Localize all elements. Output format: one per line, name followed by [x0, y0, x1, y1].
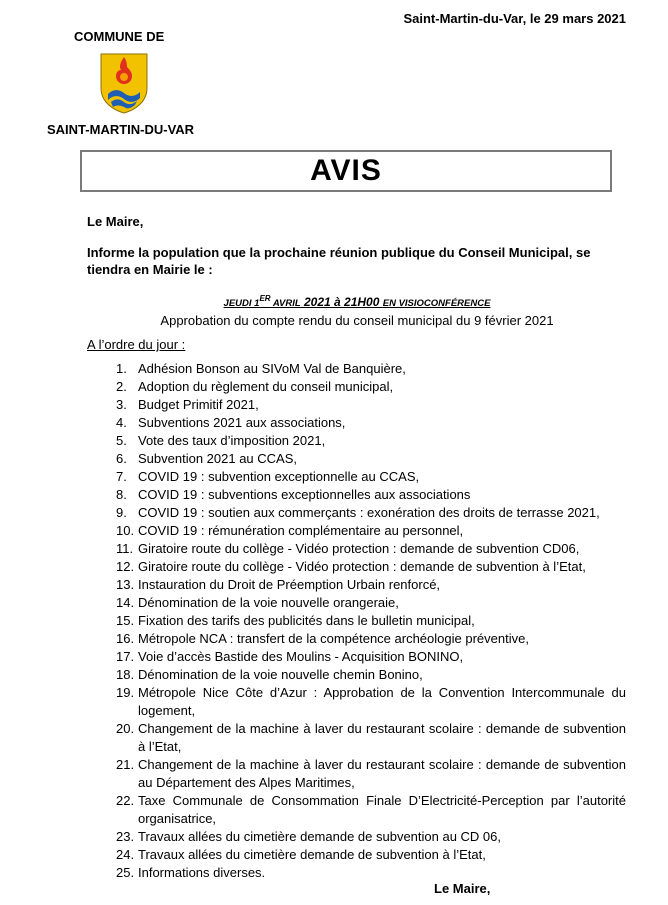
page-title: AVIS	[310, 154, 382, 187]
agenda-item-number: 18.	[116, 667, 135, 682]
agenda-item-number: 19.	[116, 685, 135, 700]
agenda-item-number: 6.	[116, 451, 127, 466]
agenda-item-number: 12.	[116, 559, 135, 574]
agenda-item	[116, 630, 626, 648]
agenda-item-number: 1.	[116, 361, 127, 376]
agenda-item-number: 14.	[116, 595, 135, 610]
agenda-item-number: 21.	[116, 757, 135, 772]
agenda-item	[116, 468, 626, 486]
agenda-item	[116, 846, 626, 864]
agenda-item	[116, 432, 626, 450]
agenda-item-number: 23.	[116, 829, 135, 844]
agenda-item-text: Informations diverses.	[138, 865, 266, 880]
agenda-item-number: 11.	[116, 541, 134, 556]
announcement-text: Informe la population que la prochaine réunion publique du Conseil Municipal, se tiendra en Mairie le :	[87, 245, 591, 277]
agenda-item-text: COVID 19 : soutien aux commerçants : exonération des droits de terrasse 2021,	[138, 505, 600, 520]
meeting-mode: EN VISIOCONFÉRENCE	[382, 298, 491, 309]
agenda-item-number: 4.	[116, 415, 127, 430]
agenda-item-number: 22.	[116, 793, 135, 808]
agenda-item-number: 20.	[116, 721, 135, 736]
approval-line: Approbation du compte rendu du conseil municipal du 9 février 2021	[160, 313, 554, 328]
agenda-item	[116, 504, 626, 522]
meeting-datetime	[87, 294, 627, 309]
agenda-item	[116, 828, 626, 846]
meeting-date-time: 2021 à 21H00	[300, 295, 383, 309]
agenda-item-number: 15.	[116, 613, 135, 628]
agenda-item-text: Giratoire route du collège - Vidéo protection : demande de subvention à l’Etat,	[138, 559, 586, 574]
agenda-item-number: 5.	[116, 433, 127, 448]
agenda-item-text: Dénomination de la voie nouvelle orangeraie,	[138, 595, 399, 610]
agenda-item	[116, 360, 626, 378]
agenda-item-text: Adoption du règlement du conseil municipal,	[138, 379, 394, 394]
agenda-item-text: Subvention 2021 au CCAS,	[138, 451, 297, 466]
agenda-item-text: Adhésion Bonson au SIVoM Val de Banquière,	[138, 361, 406, 376]
agenda-item-number: 13.	[116, 577, 135, 592]
agenda-item-text: COVID 19 : subvention exceptionnelle au CCAS,	[138, 469, 420, 484]
agenda-item	[116, 612, 626, 630]
agenda-item-number: 24.	[116, 847, 135, 862]
agenda-item	[116, 792, 626, 828]
agenda-item-number: 2.	[116, 379, 127, 394]
meeting-day-suffix: ER	[259, 294, 271, 303]
meeting-month: AVRIL	[270, 298, 301, 309]
agenda-item	[116, 756, 626, 792]
agenda-item-number: 25.	[116, 865, 135, 880]
agenda-item-text: Taxe Communale de Consommation Finale D’Electricité-Perception par l’autorité organisatrice,	[138, 793, 626, 826]
signature: Le Maire,	[434, 881, 491, 896]
agenda-item-text: Métropole NCA : transfert de la compétence archéologie préventive,	[138, 631, 529, 646]
agenda-item-number: 3.	[116, 397, 127, 412]
agenda-item	[116, 666, 626, 684]
agenda-item	[116, 558, 626, 576]
agenda-item-text: Travaux allées du cimetière demande de subvention à l’Etat,	[138, 847, 486, 862]
agenda-item-text: Voie d’accès Bastide des Moulins - Acquisition BONINO,	[138, 649, 464, 664]
commune-label: COMMUNE DE	[74, 29, 165, 44]
agenda-item-text: Vote des taux d’imposition 2021,	[138, 433, 326, 448]
agenda-item	[116, 576, 626, 594]
agenda-item	[116, 522, 626, 540]
agenda-item-number: 9.	[116, 505, 127, 520]
agenda-item-text: Travaux allées du cimetière demande de subvention au CD 06,	[138, 829, 502, 844]
agenda-item	[116, 684, 626, 720]
agenda-item	[116, 396, 626, 414]
agenda-item	[116, 648, 626, 666]
agenda-item-text: Giratoire route du collège - Vidéo protection : demande de subvention CD06,	[138, 541, 580, 556]
agenda-list	[116, 360, 626, 882]
agenda-item	[116, 414, 626, 432]
document-date: Saint-Martin-du-Var, le 29 mars 2021	[403, 11, 626, 26]
agenda-item	[116, 540, 626, 558]
agenda-item	[116, 450, 626, 468]
agenda-item-number: 8.	[116, 487, 127, 502]
coat-of-arms-icon	[99, 52, 149, 114]
agenda-item-text: COVID 19 : rémunération complémentaire au personnel,	[138, 523, 464, 538]
agenda-item	[116, 864, 626, 882]
agenda-item	[116, 486, 626, 504]
agenda-item	[116, 594, 626, 612]
agenda-item	[116, 378, 626, 396]
agenda-item-text: Budget Primitif 2021,	[138, 397, 259, 412]
agenda-item-text: Changement de la machine à laver du restaurant scolaire : demande de subvention au Département des Alpes Maritimes,	[138, 757, 626, 790]
agenda-item-text: Changement de la machine à laver du restaurant scolaire : demande de subvention à l’Etat,	[138, 721, 626, 754]
meeting-day: JEUDI 1	[223, 298, 260, 309]
agenda-heading: A l’ordre du jour :	[87, 337, 186, 352]
title-box	[80, 150, 612, 192]
agenda-item-text: Instauration du Droit de Préemption Urbain renforcé,	[138, 577, 441, 592]
agenda-item-number: 7.	[116, 469, 127, 484]
author-line: Le Maire,	[87, 214, 144, 229]
agenda-item-number: 17.	[116, 649, 135, 664]
agenda-item-number: 16.	[116, 631, 135, 646]
agenda-item-number: 10.	[116, 523, 135, 538]
agenda-item-text: COVID 19 : subventions exceptionnelles aux associations	[138, 487, 471, 502]
agenda-item-text: Métropole Nice Côte d’Azur : Approbation de la Convention Intercommunale du logement,	[138, 685, 626, 718]
agenda-item-text: Dénomination de la voie nouvelle chemin Bonino,	[138, 667, 423, 682]
town-name: SAINT-MARTIN-DU-VAR	[47, 122, 195, 137]
agenda-item-text: Subventions 2021 aux associations,	[138, 415, 346, 430]
agenda-item-text: Fixation des tarifs des publicités dans le bulletin municipal,	[138, 613, 475, 628]
agenda-item	[116, 720, 626, 756]
